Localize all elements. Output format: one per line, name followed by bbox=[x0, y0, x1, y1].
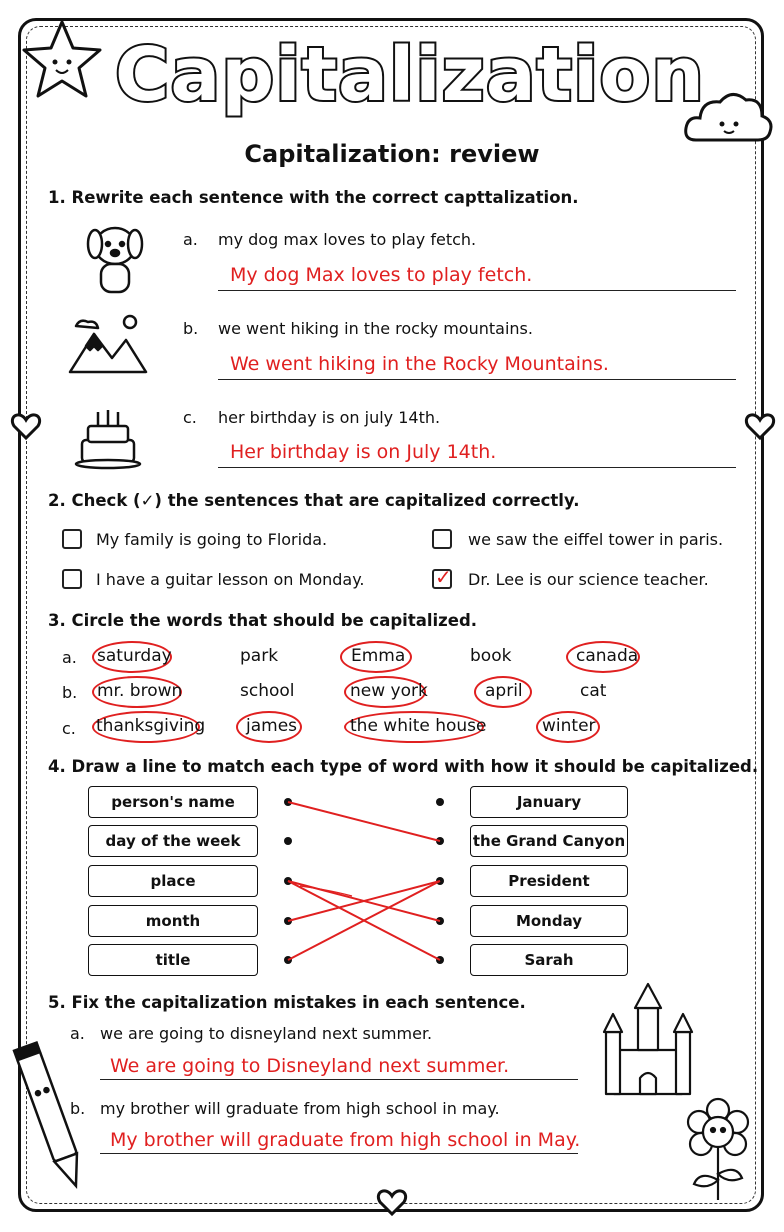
q5-answer-line-a bbox=[100, 1079, 578, 1080]
q1-letter-c: c. bbox=[183, 408, 197, 427]
q3-word[interactable]: park bbox=[240, 646, 279, 666]
q1-letter-a: a. bbox=[183, 230, 198, 249]
match-right-january[interactable]: January bbox=[470, 786, 628, 818]
match-left-day-of-week[interactable]: day of the week bbox=[88, 825, 258, 857]
checkbox-3[interactable] bbox=[62, 569, 82, 589]
q1-answer-line-c bbox=[218, 467, 736, 468]
q5-sentence-b: my brother will graduate from high school in may. bbox=[100, 1099, 500, 1118]
q1-answer-line-b bbox=[218, 379, 736, 380]
match-left-month[interactable]: month bbox=[88, 905, 258, 937]
castle-icon bbox=[604, 984, 692, 1094]
q1-letter-b: b. bbox=[183, 319, 199, 338]
flower-icon bbox=[688, 1099, 748, 1200]
q1-answer-line-a bbox=[218, 290, 736, 291]
q3-word[interactable]: winter bbox=[542, 716, 596, 736]
match-left-person-name[interactable]: person's name bbox=[88, 786, 258, 818]
q3-word[interactable]: the white house bbox=[350, 716, 487, 736]
q3-word[interactable]: saturday bbox=[97, 646, 172, 666]
q3-word[interactable]: cat bbox=[580, 681, 607, 701]
mountains-icon bbox=[70, 316, 146, 372]
match-right-president[interactable]: President bbox=[470, 865, 628, 897]
q5-answer-a[interactable]: We are going to Disneyland next summer. bbox=[110, 1055, 510, 1077]
heart-icon-left bbox=[12, 415, 39, 438]
match-right-grand-canyon[interactable]: the Grand Canyon bbox=[470, 825, 628, 857]
q3-word[interactable]: book bbox=[470, 646, 512, 666]
match-right-monday[interactable]: Monday bbox=[470, 905, 628, 937]
q1-answer-c[interactable]: Her birthday is on July 14th. bbox=[230, 441, 497, 463]
match-left-place[interactable]: place bbox=[88, 865, 258, 897]
q3-word[interactable]: new york bbox=[350, 681, 428, 701]
q3-word[interactable]: school bbox=[240, 681, 295, 701]
question-2-heading: 2. Check (✓) the sentences that are capitalized correctly. bbox=[48, 491, 580, 510]
q5-sentence-a: we are going to disneyland next summer. bbox=[100, 1024, 433, 1043]
q3-word[interactable]: mr. brown bbox=[97, 681, 183, 701]
checkbox-1[interactable] bbox=[62, 529, 82, 549]
q1-answer-b[interactable]: We went hiking in the Rocky Mountains. bbox=[230, 353, 609, 375]
q3-letter-b: b. bbox=[62, 683, 78, 702]
star-icon bbox=[24, 22, 100, 96]
birthday-cake-icon bbox=[76, 410, 140, 468]
q3-word[interactable]: james bbox=[246, 716, 298, 736]
q3-word[interactable]: canada bbox=[576, 646, 639, 666]
q2-option-3: I have a guitar lesson on Monday. bbox=[96, 570, 365, 589]
question-4-heading: 4. Draw a line to match each type of word with how it should be capitalized. bbox=[48, 757, 759, 776]
question-1-heading: 1. Rewrite each sentence with the correct capttalization. bbox=[48, 188, 579, 207]
match-right-sarah[interactable]: Sarah bbox=[470, 944, 628, 976]
q2-option-4: Dr. Lee is our science teacher. bbox=[468, 570, 709, 589]
banner-title: Capitalization bbox=[115, 32, 705, 118]
check-mark-icon: ✓ bbox=[435, 565, 452, 589]
q5-answer-b[interactable]: My brother will graduate from high school in May. bbox=[110, 1129, 581, 1151]
question-5-heading: 5. Fix the capitalization mistakes in each sentence. bbox=[48, 993, 526, 1012]
q1-sentence-a: my dog max loves to play fetch. bbox=[218, 230, 477, 249]
q3-word[interactable]: april bbox=[485, 681, 523, 701]
q5-answer-line-b bbox=[100, 1153, 578, 1154]
heart-icon-right bbox=[746, 415, 773, 438]
q3-letter-a: a. bbox=[62, 648, 77, 667]
q3-word[interactable]: Emma bbox=[351, 646, 406, 666]
question-3-heading: 3. Circle the words that should be capitalized. bbox=[48, 611, 478, 630]
q2-option-1: My family is going to Florida. bbox=[96, 530, 328, 549]
q5-letter-a: a. bbox=[70, 1024, 85, 1043]
q5-letter-b: b. bbox=[70, 1099, 86, 1118]
q3-letter-c: c. bbox=[62, 719, 76, 738]
q1-answer-a[interactable]: My dog Max loves to play fetch. bbox=[230, 264, 533, 286]
match-left-title[interactable]: title bbox=[88, 944, 258, 976]
dog-icon bbox=[88, 228, 142, 292]
heart-icon-bottom bbox=[378, 1191, 405, 1214]
q2-option-2: we saw the eiffel tower in paris. bbox=[468, 530, 724, 549]
q3-word[interactable]: thanksgiving bbox=[96, 716, 206, 736]
checkbox-2[interactable] bbox=[432, 529, 452, 549]
q1-sentence-b: we went hiking in the rocky mountains. bbox=[218, 319, 533, 338]
page-title: Capitalization: review bbox=[244, 140, 540, 168]
q1-sentence-c: her birthday is on july 14th. bbox=[218, 408, 441, 427]
